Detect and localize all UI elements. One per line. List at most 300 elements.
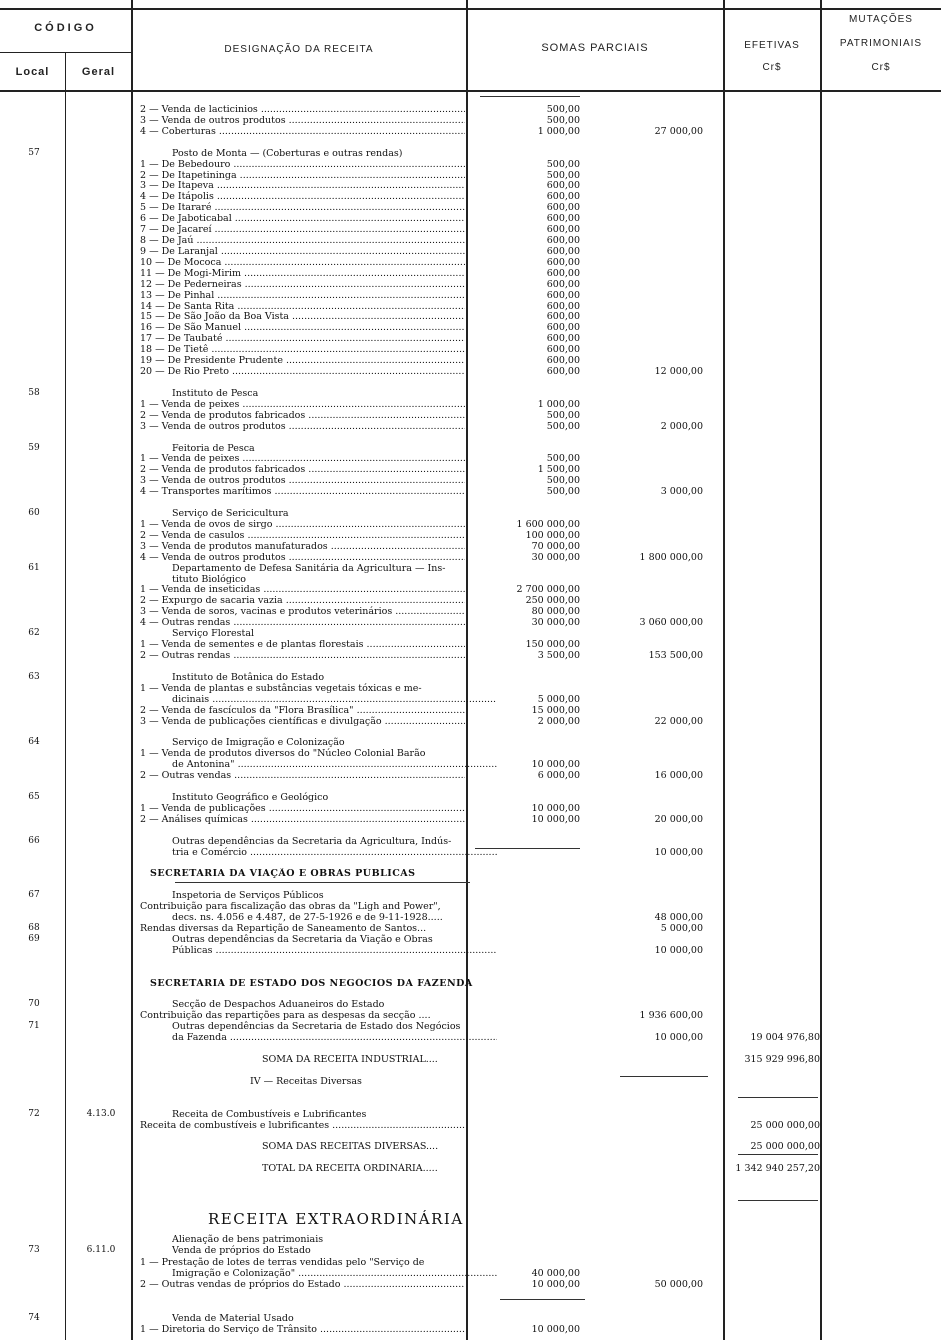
local-code: 68: [28, 923, 40, 933]
table-row: [0, 541, 941, 552]
designation: 2 — De Itapetininga .....: [140, 170, 465, 181]
designation: 1 — Prestação de lotes de terras vendidas pelo "Serviço de: [140, 1256, 425, 1268]
table-row: [0, 530, 941, 541]
table-row: [0, 159, 941, 170]
partial-sum: 250 000,00: [525, 595, 580, 607]
designation: 3 — Venda de publicações científicas e divulgação .....: [140, 716, 465, 727]
partial-sum: 500,00: [546, 104, 580, 115]
table-row: [0, 759, 941, 770]
patrimonial-value: 315 929 996,80: [744, 1054, 820, 1066]
designation: 2 — Outras vendas de próprios do Estado .....: [140, 1279, 465, 1290]
partial-sum: 600,00: [546, 224, 580, 236]
partial-sum: 600,00: [546, 235, 580, 247]
designation: 4 — Transportes marítimos .....: [140, 486, 465, 497]
subtotal-rule: [500, 1299, 585, 1300]
table-row: [0, 1234, 941, 1245]
designation: 16 — De São Manuel .....: [140, 322, 465, 333]
partial-sum: 10 000,00: [531, 813, 580, 825]
designation: Departamento de Defesa Sanitária da Agricultura — Ins-: [172, 562, 446, 574]
table-row: [0, 792, 941, 803]
local-code: 66: [28, 835, 40, 846]
general-code: 6.11.0: [86, 1245, 116, 1256]
local-code: 64: [28, 737, 40, 748]
designation: 2 — Venda de lacticinios .....: [140, 104, 465, 115]
table-row: [0, 311, 941, 322]
effective-value: 10 000,00: [654, 846, 703, 858]
partial-sum: 80 000,00: [531, 606, 580, 618]
designation: 6 — De Jaboticabal .....: [140, 213, 465, 224]
designation: Serviço Florestal: [172, 628, 255, 640]
table-row: [0, 202, 941, 213]
table-row: [0, 1324, 941, 1335]
designation: 1 — De Bebedouro .....: [140, 159, 465, 170]
partial-sum: 2 000,00: [537, 715, 580, 727]
table-row: [0, 639, 941, 650]
designation: Contribuição das repartições para as despesas da secção ....: [140, 1010, 431, 1022]
designation: Públicas .....: [172, 945, 497, 956]
table-row: [0, 1268, 941, 1279]
extra-title: RECEITA EXTRAORDINÁRIA: [208, 1210, 464, 1228]
table-row: [0, 224, 941, 235]
table-row: [0, 584, 941, 595]
local-code: 60: [28, 508, 40, 519]
designation: 10 — De Mococa .....: [140, 257, 465, 268]
table-row: [0, 672, 941, 683]
header-local: Local: [15, 66, 50, 78]
partial-sum: 600,00: [546, 366, 580, 378]
table-row: [0, 148, 941, 159]
table-row: [0, 104, 941, 115]
designation: tituto Biológico: [172, 573, 247, 585]
designation: Feitoria de Pesca: [172, 442, 255, 454]
table-row: [0, 1032, 941, 1043]
table-row: [0, 912, 941, 923]
partial-sum: 500,00: [546, 453, 580, 465]
effective-value: 48 000,00: [654, 912, 703, 924]
table-row: [0, 344, 941, 355]
header-efetivas-unit: Cr$: [762, 62, 782, 73]
table-row: [0, 1054, 941, 1065]
partial-sum: 70 000,00: [531, 540, 580, 552]
partial-sum: 10 000,00: [531, 1279, 580, 1291]
designation: 3 — Venda de produtos manufaturados .....: [140, 541, 465, 552]
table-row: [0, 377, 941, 388]
designation: Outras dependências da Secretaria da Agricultura, Indús-: [172, 835, 452, 847]
table-row: [0, 1163, 941, 1174]
partial-sum: 600,00: [546, 355, 580, 367]
designation: Serviço de Imigração e Colonização: [172, 737, 345, 749]
subtotal-rule: [475, 848, 580, 849]
designation: 2 — Análises químicas .....: [140, 814, 465, 825]
designation: 1 — Venda de peixes .....: [140, 399, 465, 410]
partial-sum: 500,00: [546, 420, 580, 432]
table-row: [0, 1141, 941, 1152]
effective-value: 153 500,00: [648, 650, 703, 661]
patrimonial-value: 25 000 000,00: [750, 1141, 820, 1153]
table-row: [0, 1021, 941, 1032]
table-row: [0, 180, 941, 191]
designation: 15 — De São João da Boa Vista .....: [140, 311, 465, 322]
table-row: [0, 1313, 941, 1324]
effective-value: 10 000,00: [654, 944, 703, 956]
partial-sum: 1 600 000,00: [516, 518, 580, 530]
table-row: [0, 333, 941, 344]
designation: 1 — Venda de sementes e de plantas florestais .....: [140, 639, 465, 650]
designation: Posto de Monta — (Coberturas e outras rendas): [172, 147, 403, 159]
table-row: [0, 628, 941, 639]
designation: 1 — Venda de publicações .....: [140, 803, 465, 814]
designation: 3 — Venda de soros, vacinas e produtos veterinários .....: [140, 606, 465, 617]
table-row: [0, 1302, 941, 1313]
subtotal-rule: [738, 1154, 818, 1155]
table-row: [0, 519, 941, 530]
header-rule: [0, 90, 941, 92]
designation: de Antonina" .....: [172, 759, 497, 770]
designation: 3 — Venda de outros produtos .....: [140, 421, 465, 432]
table-row: [0, 956, 941, 967]
table-row: [0, 661, 941, 672]
partial-sum: 100 000,00: [525, 529, 580, 541]
table-row: [0, 945, 941, 956]
designation: 7 — De Jacareí .....: [140, 224, 465, 235]
patrimonial-value: 25 000 000,00: [750, 1119, 820, 1131]
table-row: [0, 301, 941, 312]
designation: 20 — De Rio Preto .....: [140, 366, 465, 377]
effective-value: 27 000,00: [654, 125, 703, 137]
subtotal-rule: [175, 882, 470, 883]
local-code: 57: [28, 147, 40, 158]
table-row: [0, 213, 941, 224]
table-row: [0, 1076, 941, 1087]
table-row: [0, 126, 941, 137]
designation: Imigração e Colonização" .....: [172, 1268, 497, 1279]
table-row: [0, 563, 941, 574]
effective-value: 20 000,00: [654, 813, 703, 825]
table-row: [0, 1043, 941, 1054]
table-row: [0, 432, 941, 443]
partial-sum: 600,00: [546, 267, 580, 279]
table-row: [0, 770, 941, 781]
designation: decs. ns. 4.056 e 4.487, de 27-5-1926 e de 9-11-1928.....: [172, 912, 443, 924]
table-row: [0, 989, 941, 1000]
header-patrimoniais: PATRIMONIAIS: [839, 38, 923, 49]
designation: Contribuição para fiscalização das obras da "Ligh and Power",: [140, 901, 441, 913]
table-row: [0, 999, 941, 1010]
table-row: [0, 246, 941, 257]
subtotal-rule: [738, 1200, 818, 1201]
partial-sum: 600,00: [546, 300, 580, 312]
designation: Secção de Despachos Aduaneiros do Estado: [172, 999, 385, 1011]
partial-sum: 600,00: [546, 322, 580, 334]
header-efetivas: EFETIVAS: [744, 40, 800, 51]
partial-sum: 30 000,00: [531, 617, 580, 629]
partial-sum: 15 000,00: [531, 704, 580, 716]
partial-sum: 500,00: [546, 486, 580, 498]
partial-sum: 2 700 000,00: [516, 584, 580, 596]
designation: da Fazenda .....: [172, 1032, 497, 1043]
partial-sum: 600,00: [546, 191, 580, 203]
table-row: [0, 410, 941, 421]
subtotal-rule: [620, 1076, 708, 1077]
table-row: [0, 235, 941, 246]
general-code: 4.13.0: [86, 1108, 116, 1119]
partial-sum: 600,00: [546, 202, 580, 214]
designation: 19 — De Presidente Prudente .....: [140, 355, 465, 366]
designation: Serviço de Sericicultura: [172, 508, 289, 520]
table-row: [0, 748, 941, 759]
table-row: [0, 388, 941, 399]
designation: 2 — Venda de produtos fabricados .....: [140, 464, 465, 475]
designation: IV — Receitas Diversas: [250, 1075, 362, 1087]
table-row: [0, 901, 941, 912]
table-row: [0, 191, 941, 202]
partial-sum: 150 000,00: [525, 639, 580, 651]
local-code: 63: [28, 671, 40, 682]
local-code: 59: [28, 442, 40, 453]
designation: 4 — Outras rendas .....: [140, 617, 465, 628]
designation: 9 — De Laranjal .....: [140, 246, 465, 257]
designation: 1 — Venda de plantas e substâncias vegetais tóxicas e me-: [140, 682, 422, 694]
table-row: [0, 1257, 941, 1268]
designation: dicinais .....: [172, 694, 497, 705]
partial-sum: 600,00: [546, 278, 580, 290]
code-rule: [0, 52, 131, 53]
designation: Receita de Combustíveis e Lubrificantes: [172, 1108, 367, 1120]
partial-sum: 500,00: [546, 114, 580, 126]
designation: 2 — Venda de casulos .....: [140, 530, 465, 541]
top-rule: [0, 8, 941, 10]
table-row: [0, 115, 941, 126]
designation: 3 — De Itapeva .....: [140, 180, 465, 191]
designation: 3 — Venda de outros produtos .....: [140, 115, 465, 126]
partial-sum: 600,00: [546, 311, 580, 323]
table-row: [0, 1109, 941, 1120]
designation: Receita de combustíveis e lubrificantes .....: [140, 1120, 465, 1131]
table-row: [0, 137, 941, 148]
designation: tria e Comércio .....: [172, 847, 497, 858]
table-row: [0, 726, 941, 737]
partial-sum: 600,00: [546, 245, 580, 257]
local-code: 58: [28, 387, 40, 398]
effective-value: 3 060 000,00: [639, 617, 703, 629]
table-row: [0, 1130, 941, 1141]
header-mutacoes-unit: Cr$: [871, 62, 891, 73]
effective-value: 10 000,00: [654, 1032, 703, 1044]
table-row: [0, 934, 941, 945]
local-code: 70: [28, 999, 40, 1010]
partial-sum: 600,00: [546, 256, 580, 268]
designation: 1 — Venda de inseticidas .....: [140, 584, 465, 595]
table-row: [0, 497, 941, 508]
table-row: [0, 967, 941, 978]
table-row: [0, 923, 941, 934]
partial-sum: 1 500,00: [537, 464, 580, 476]
designation: 2 — Outras rendas .....: [140, 650, 465, 661]
header-codigo: CÓDIGO: [34, 22, 97, 34]
table-row: [0, 1065, 941, 1076]
designation: 1 — Venda de produtos diversos do "Núcleo Colonial Barão: [140, 748, 426, 760]
designation: Instituto Geográfico e Geológico: [172, 791, 329, 803]
effective-value: 1 800 000,00: [639, 551, 703, 563]
effective-value: 3 000,00: [660, 486, 703, 498]
effective-value: 22 000,00: [654, 715, 703, 727]
table-row: [0, 1098, 941, 1109]
header-somas: SOMAS PARCIAIS: [541, 42, 649, 54]
designation: 17 — De Taubaté .....: [140, 333, 465, 344]
table-row: [0, 574, 941, 585]
designation: Rendas diversas da Repartição de Saneamento de Santos...: [140, 923, 427, 934]
partial-sum: 500,00: [546, 409, 580, 421]
table-row: [0, 1279, 941, 1290]
designation: 2 — Venda de fascículos da "Flora Brasílica" .....: [140, 705, 465, 716]
table-row: [0, 1245, 941, 1256]
table-row: [0, 716, 941, 727]
partial-sum: 40 000,00: [531, 1267, 580, 1279]
table-row: [0, 1120, 941, 1131]
table-row: [0, 825, 941, 836]
table-row: [0, 279, 941, 290]
table-row: [0, 268, 941, 279]
designation: 1 — Diretoria do Serviço de Trânsito .....: [140, 1324, 465, 1335]
table-row: [0, 847, 941, 858]
table-row: [0, 508, 941, 519]
header-designacao: DESIGNAÇÃO DA RECEITA: [224, 44, 374, 55]
table-row: [0, 879, 941, 890]
designation: Inspetoria de Serviços Públicos: [172, 890, 324, 902]
partial-sum: 10 000,00: [531, 802, 580, 814]
table-row: [0, 694, 941, 705]
subtotal-rule: [480, 96, 580, 97]
effective-value: 2 000,00: [660, 420, 703, 432]
table-row: [0, 443, 941, 454]
designation: 3 — Venda de outros produtos .....: [140, 475, 465, 486]
designation: Instituto de Botânica do Estado: [172, 671, 325, 683]
designation: 2 — Expurgo de sacaria vazia .....: [140, 595, 465, 606]
table-row: [0, 399, 941, 410]
partial-sum: 10 000,00: [531, 759, 580, 771]
local-code: 61: [28, 562, 40, 573]
partial-sum: 1 000,00: [537, 125, 580, 137]
designation: 2 — Outras vendas .....: [140, 770, 465, 781]
partial-sum: 600,00: [546, 344, 580, 356]
partial-sum: 10 000,00: [531, 1324, 580, 1336]
table-row: [0, 486, 941, 497]
patrimonial-value: 19 004 976,80: [750, 1032, 820, 1044]
table-row: [0, 366, 941, 377]
table-row: [0, 890, 941, 901]
table-row: [0, 836, 941, 847]
designation: 4 — De Itápolis .....: [140, 191, 465, 202]
partial-sum: 600,00: [546, 289, 580, 301]
partial-sum: 5 000,00: [537, 693, 580, 705]
local-code: 73: [28, 1245, 40, 1256]
designation: Alienação de bens patrimoniais: [172, 1234, 324, 1245]
effective-value: 12 000,00: [654, 366, 703, 378]
designation: SECRETARIA DA VIAÇÃO E OBRAS PÚBLICAS: [150, 868, 416, 880]
designation: 13 — De Pinhal .....: [140, 290, 465, 301]
local-code: 62: [28, 628, 40, 639]
effective-value: 1 936 600,00: [639, 1010, 703, 1022]
table-row: [0, 814, 941, 825]
header-mutacoes: MUTAÇÕES: [849, 14, 913, 25]
header-geral: Geral: [81, 66, 116, 78]
table-row: [0, 978, 941, 989]
designation: 2 — Venda de produtos fabricados .....: [140, 410, 465, 421]
partial-sum: 30 000,00: [531, 551, 580, 563]
effective-value: 16 000,00: [654, 770, 703, 782]
table-row: [0, 421, 941, 432]
designation: 4 — Coberturas .....: [140, 126, 465, 137]
table-row: [0, 552, 941, 563]
designation: 5 — De Itararé .....: [140, 202, 465, 213]
subtotal-rule: [738, 1097, 818, 1098]
local-code: 65: [28, 791, 40, 802]
designation: 8 — De Jaú .....: [140, 235, 465, 246]
partial-sum: 500,00: [546, 475, 580, 487]
table-row: [0, 595, 941, 606]
designation: 1 — Venda de ovos de sirgo .....: [140, 519, 465, 530]
table-row: [0, 453, 941, 464]
patrimonial-value: 1 342 940 257,20: [735, 1163, 820, 1175]
table-row: [0, 1010, 941, 1021]
table-row: [0, 170, 941, 181]
table-row: [0, 606, 941, 617]
designation: Outras dependências da Secretaria da Viação e Obras: [172, 933, 433, 945]
local-code: 67: [28, 890, 40, 901]
table-row: [0, 1291, 941, 1302]
designation: 1 — Venda de peixes .....: [140, 453, 465, 464]
table-row: [0, 290, 941, 301]
local-code: 74: [28, 1313, 40, 1324]
local-code: 71: [28, 1021, 40, 1032]
designation: SECRETARIA DE ESTADO DOS NEGÓCIOS DA FAZENDA: [150, 977, 473, 989]
designation: 11 — De Mogi-Mirim .....: [140, 268, 465, 279]
partial-sum: 3 500,00: [537, 650, 580, 661]
table-row: [0, 705, 941, 716]
designation: 4 — Venda de outros produtos .....: [140, 552, 465, 563]
effective-value: 5 000,00: [660, 923, 703, 934]
local-code: 69: [28, 933, 40, 944]
effective-value: 50 000,00: [654, 1279, 703, 1291]
partial-sum: 600,00: [546, 333, 580, 345]
designation: TOTAL DA RECEITA ORDINÁRIA.....: [262, 1163, 438, 1175]
table-row: [0, 464, 941, 475]
designation: 14 — De Santa Rita .....: [140, 301, 465, 312]
partial-sum: 1 000,00: [537, 398, 580, 410]
designation: 12 — De Pederneiras .....: [140, 279, 465, 290]
partial-sum: 600,00: [546, 213, 580, 225]
partial-sum: 500,00: [546, 169, 580, 181]
table-row: [0, 857, 941, 868]
table-row: [0, 650, 941, 661]
table-row: [0, 683, 941, 694]
table-row: [0, 737, 941, 748]
designation: SOMA DAS RECEITAS DIVERSAS....: [262, 1141, 439, 1153]
designation: SOMA DA RECEITA INDUSTRIAL....: [262, 1054, 438, 1066]
designation: Instituto de Pesca: [172, 387, 259, 399]
table-row: [0, 475, 941, 486]
designation: Venda de Material Usado: [172, 1313, 294, 1325]
local-code: 72: [28, 1108, 40, 1119]
partial-sum: 6 000,00: [537, 770, 580, 782]
partial-sum: 600,00: [546, 180, 580, 192]
designation: Outras dependências da Secretaria de Estado dos Negócios: [172, 1021, 461, 1033]
designation: 18 — De Tietê .....: [140, 344, 465, 355]
designation: Venda de próprios do Estado: [172, 1245, 311, 1257]
table-row: [0, 781, 941, 792]
table-row: [0, 257, 941, 268]
table-row: [0, 322, 941, 333]
